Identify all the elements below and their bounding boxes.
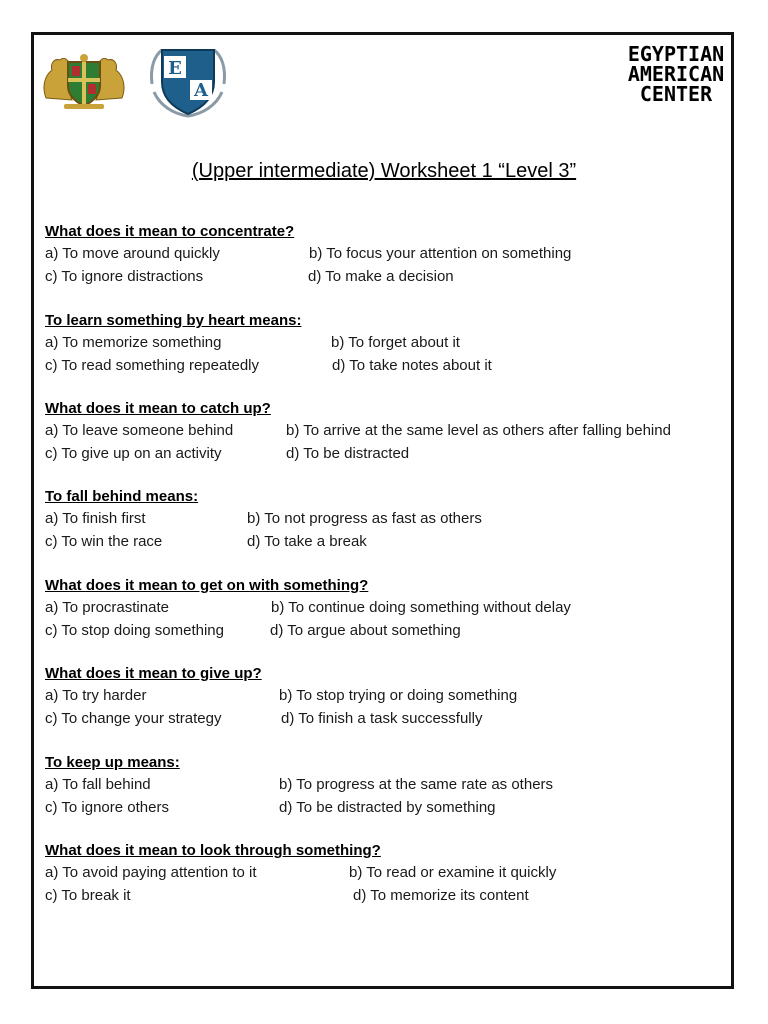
option-b: b) To continue doing something without delay xyxy=(271,599,571,616)
option-b: b) To progress at the same rate as others xyxy=(279,776,554,793)
option-c: c) To win the race xyxy=(45,532,163,550)
question-block xyxy=(45,486,482,553)
question-text: To learn something by heart means: xyxy=(45,312,302,329)
shield-logo-icon xyxy=(144,44,232,118)
option-b: b) To arrive at the same level as others after falling behind xyxy=(286,422,671,439)
question-text: What does it mean to look through something? xyxy=(45,842,381,859)
brand-line: AMERICAN xyxy=(627,62,725,86)
crest-logo-icon xyxy=(38,48,130,112)
option-a: a) To memorize something xyxy=(45,334,222,351)
option-a: a) To move around quickly xyxy=(45,245,220,262)
brand-line: CENTER xyxy=(639,82,713,106)
option-c: c) To break it xyxy=(45,886,131,904)
option-a: a) To fall behind xyxy=(45,776,151,793)
brand-wordmark xyxy=(620,44,732,104)
option-a: a) To leave someone behind xyxy=(45,422,234,439)
shield-letter-e: E xyxy=(168,58,182,79)
question-text: What does it mean to catch up? xyxy=(45,400,271,417)
question-block xyxy=(45,663,518,730)
option-d: d) To take a break xyxy=(247,532,367,550)
shield-letter-a: A xyxy=(194,80,208,101)
option-c: c) To give up on an activity xyxy=(45,444,222,462)
option-c: c) To ignore others xyxy=(45,798,169,816)
option-a: a) To finish first xyxy=(45,510,146,527)
option-b: b) To forget about it xyxy=(331,334,460,351)
option-b: b) To focus your attention on something xyxy=(309,245,572,262)
option-c: c) To ignore distractions xyxy=(45,267,204,285)
option-a: a) To procrastinate xyxy=(45,599,169,616)
option-d: d) To argue about something xyxy=(270,621,461,639)
option-c: c) To change your strategy xyxy=(45,709,222,727)
option-c: c) To read something repeatedly xyxy=(45,356,260,374)
question-text: What does it mean to get on with something? xyxy=(45,577,369,594)
question-text: To keep up means: xyxy=(45,754,180,771)
question-block xyxy=(45,221,572,288)
option-d: d) To memorize its content xyxy=(353,886,529,904)
question-block xyxy=(45,310,492,377)
option-b: b) To read or examine it quickly xyxy=(349,864,557,881)
option-d: d) To take notes about it xyxy=(332,356,492,374)
question-block xyxy=(45,840,557,907)
option-d: d) To make a decision xyxy=(308,267,454,285)
option-c: c) To stop doing something xyxy=(45,621,224,639)
worksheet-title: (Upper intermediate) Worksheet 1 “Level 3” xyxy=(191,160,577,182)
brand-line: EGYPTIAN xyxy=(627,42,725,66)
question-block xyxy=(45,398,671,465)
option-d: d) To finish a task successfully xyxy=(281,709,483,727)
question-block xyxy=(45,575,571,642)
option-d: d) To be distracted xyxy=(286,444,410,462)
question-text: To fall behind means: xyxy=(45,488,199,505)
option-b: b) To stop trying or doing something xyxy=(279,687,518,704)
option-a: a) To avoid paying attention to it xyxy=(45,864,257,881)
option-d: d) To be distracted by something xyxy=(279,798,496,816)
question-block xyxy=(45,752,554,819)
question-text: What does it mean to concentrate? xyxy=(45,223,295,240)
option-a: a) To try harder xyxy=(45,687,147,704)
option-b: b) To not progress as fast as others xyxy=(247,510,482,527)
question-text: What does it mean to give up? xyxy=(45,665,262,682)
